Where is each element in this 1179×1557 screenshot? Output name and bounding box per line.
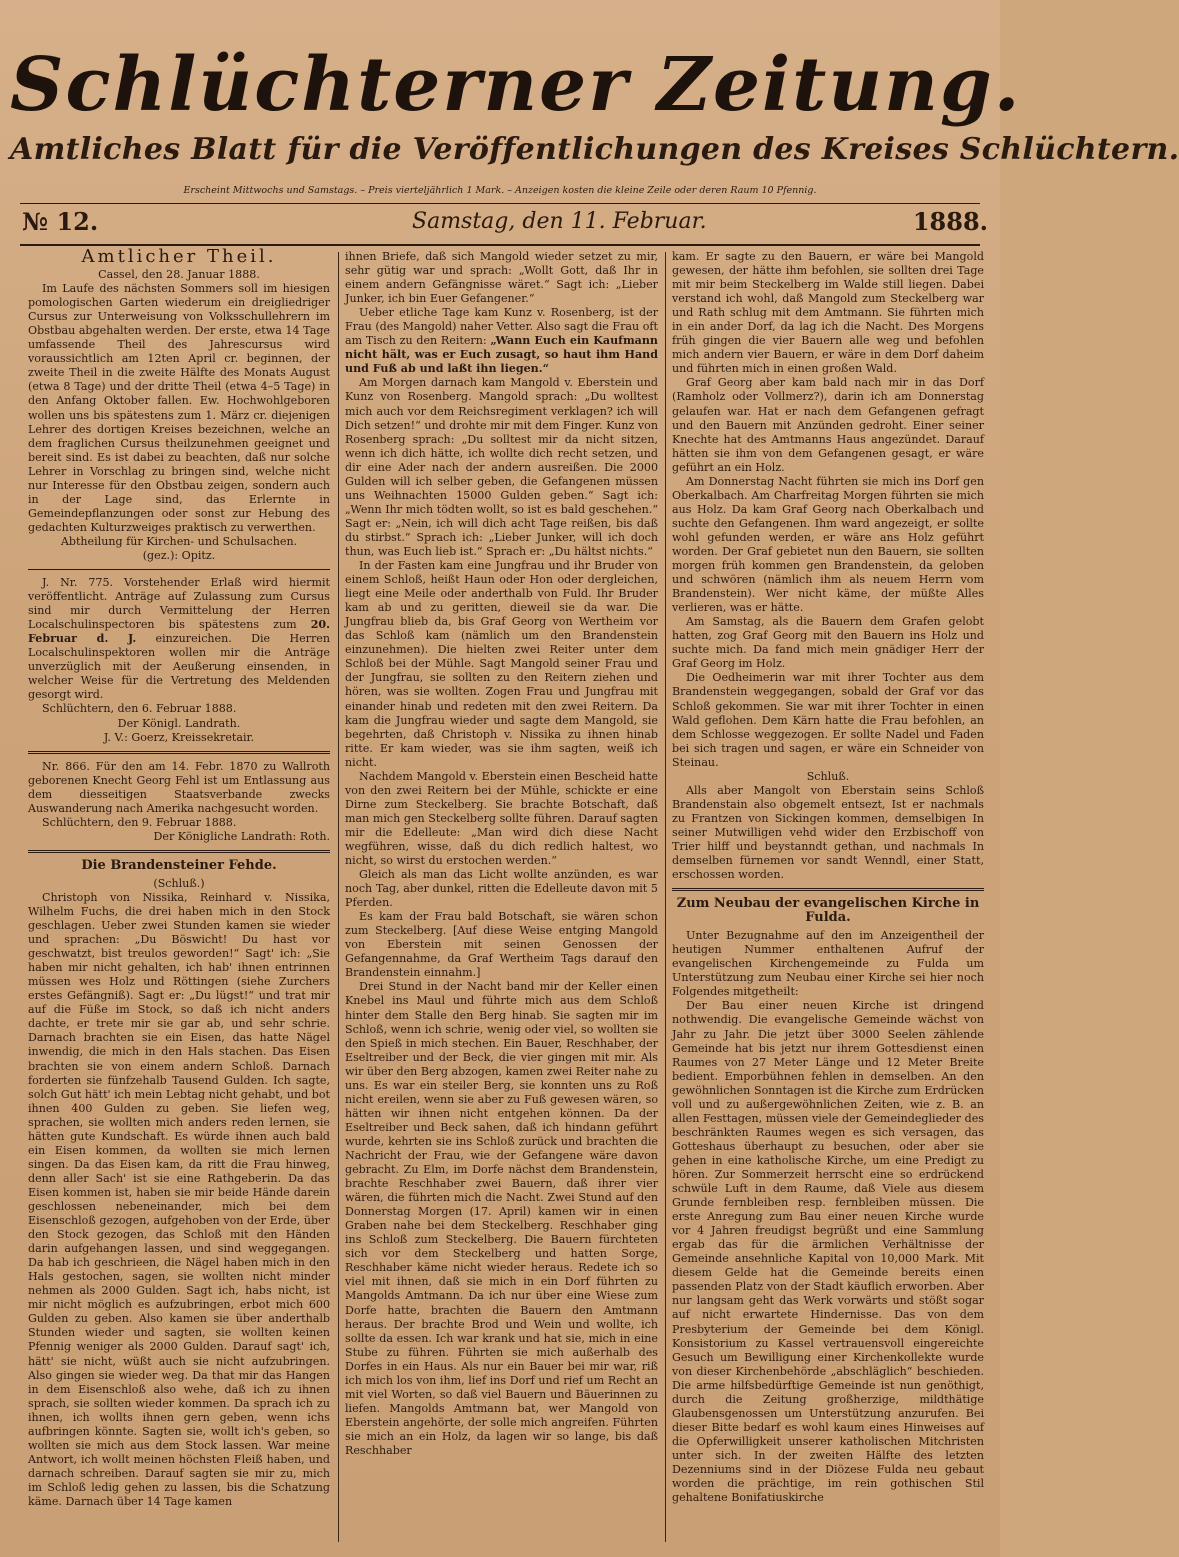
paragraph: Ueber etliche Tage kam Kunz v. Rosenberg, ist der Frau (des Mangold) naher Vetter. Also sagt die Frau oft am Tisch zu den Reitern: „Wann Euch ein Kaufmann nicht hält, was er Euch zusagt, so haut ihm Hand und Fuß ab und laßt ihn liegen.“ [345,306,658,376]
signature: J. V.: Goerz, Kreissekretair. [103,730,255,744]
separator [672,888,984,891]
paragraph: Alls aber Mangolt von Eberstain seins Schloß Brandenstain also obgemelt entsezt, Ist er nachmals zu Frantzen von Sickingen kommen, demselbigen In seiner Mutwilligen vehd wider den Erzbischoff von Trier hilff und beystanndt gethan, und nachmals In demselben fürnemen vor sandt Wenndl, einer Statt, erschossen worden. [672,783,984,882]
article-subheading: (Schluß.) [153,876,205,890]
separator [28,751,330,754]
paragraph: Unter Bezugnahme auf den im Anzeigentheil der heutigen Nummer enthaltenen Aufruf der evangelischen Kirchengemeinde zu Fulda um Unterstützung zum Neubau einer Kirche sei hier noch Folgendes mitgetheilt: [672,929,984,999]
issue-year: 1888. [912,207,988,236]
separator [28,850,330,853]
paragraph: Im Laufe des nächsten Sommers soll im hiesigen pomologischen Garten wiederum ein dreigliedriger Cursus zur Unterweisung von Volksschullehrern im Obstbau abgehalten werden. Der erste, etwa 14 Tage umfassende Theil des Jahrescursus wird voraussichtlich am 12ten April cr. beginnen, der zweite Theil in die zweite Hälfte des Monats August (etwa 8 Tage) und der dritte Theil (etwa 4–5 Tage) in den Anfang Oktober fallen. Ew. Hochwohlgeboren wollen uns bis spätestens zum 1. März cr. diejenigen Lehrer des dortigen Kreises bezeichnen, welche an dem fraglichen Cursus theilzunehmen geeignet und bereit sind. Es ist dabei zu beachten, daß nur solche Lehrer in Vorschlag zu bringen sind, welche nicht nur Interesse für den Obstbau zeigen, sondern auch in der Lage sind, das Erlernte in Gemeindepflanzungen oder sonst zur Hebung des gedachten Kulturzweiges praktisch zu verwerthen. [28,282,330,534]
paragraph: kam. Er sagte zu den Bauern, er wäre bei Mangold gewesen, der hätte ihm befohlen, sie sollten drei Tage mit mir beim Steckelberg im Walde still liegen. Dabei verstand ich wohl, daß Mangold zum Steckelberg war und Rath schlug mit dem Amtmann. Sie führten mich in ein ander Dorf, da lag ich die Nacht. Des Morgens früh gingen die vier Bauern alle weg und befohlen mich andern vier Bauern, er wäre in dem Dorf daheim und führten mich in einen großen Wald. [672,250,984,376]
dateline: Schlüchtern, den 6. Februar 1888. [42,702,237,716]
separator [28,569,330,570]
dateline: Schlüchtern, den 9. Februar 1888. [42,815,237,829]
article-heading: Die Brandensteiner Fehde. [81,857,277,873]
issue-number: № 12. [22,207,99,236]
paragraph: Christoph von Nissika, Reinhard v. Nissika, Wilhelm Fuchs, die drei haben mich in den Stock geschlagen. Ueber zwei Stunden kamen sie wieder und sprachen: „Du Böswicht! Du hast vor geschwatzt, bist treulos geworden!“ Sagt' ich: „Sie haben mir nicht gehalten, ich hab' ihnen entrinnen müssen wes Holz und Röttingen (siehe Zurchers erstes Gefängniß). Sagt er: „Du lügst!“ und trat mir auf die Füße im Stock, so daß ich nicht anders dachte, er trete mir sie gar ab, und sehr schrie. Darnach brachten sie ein Eisen, das hatte Nägel inwendig, die mich in den Hals stachen. Das Eisen brachten sie von einem andern Schloß. Darnach forderten sie fünfzehalb Tausend Gulden. Ich sagte, solch Gut hätt' ich mein Lebtag nicht gehabt, und bot ihnen 400 Gulden zu geben. Sie liefen weg, sprachen, sie wollten mich anders reden lernen, sie hätten gute Kundschaft. Es würde ihnen auch bald ein Eisen kommen, da wollten sie mich lernen singen. Da das Eisen kam, da ritt die Frau hinweg, denn aller Sach' ist sie eine Rathgeberin. Da das Eisen kommen ist, haben sie mir beide Hände darein geschlossen nebeneinander, mich bei dem Eisenschloß gezogen, aufgehoben von der Erde, über den Stock gezogen, das Schloß mit den Händen darin aufgehangen lassen, und sind weggegangen. Da hab ich geschrieen, die Nägel haben mich in den Hals gestochen, sagen, sie wollten nicht minder nehmen als 2000 Gulden. Sagt ich, habs nicht, ist mir nicht möglich es aufzubringen, erbot mich 600 Gulden zu geben. Also kamen sie über anderthalb Stunden wieder und sagten, sie wollten keinen Pfennig weniger als 2000 Gulden. Darauf sagt' ich, hätt' sie nicht, wüßt auch sie nicht aufzubringen. Also gingen sie wieder weg. Da that mir das Hangen in dem Eisenschloß also wehe, daß ich zu ihnen sprach, sie sollten wieder kommen. Da sprach ich zu ihnen, ich wollts ihnen gern geben, wenn ichs aufbringen könnte. Sagten sie, wollt ich's geben, so wollten sie mich aus dem Stock lassen. War meine Antwort, ich wollt meinen höchsten Fleiß haben, und darnach schreiben. Darauf sagten sie mir zu, mich im Schloß ledig gehen zu lassen, bis die Schatzung käme. Darnach über 14 Tage kamen [28,890,330,1508]
section-heading: Amtlicher Theil. [81,246,277,267]
paragraph: In der Fasten kam eine Jungfrau und ihr Bruder von einem Schloß, heißt Haun oder Hon oder dergleichen, liegt eine Meile oder anderthalb von Fuld. Ihr Bruder kam ab und zu geritten, dieweil sie da war. Die Jungfrau blieb da, bis Graf Georg von Wertheim vor das Schloß kam (nämlich um den Brandenstein einzunehmen). Die hielten zwei Reiter unter dem Schloß bei der Mühle. Sagt Mangold seiner Frau und der Jungfrau, sie sollten zu den Reitern ziehen und hören, was sie wollten. Zogen Frau und Jungfrau mit einander hinab und redeten mit den zwei Reitern. Da kam die Jungfrau wieder und sagte dem Mangold, sie begehrten, daß Christoph v. Nissika zu ihnen hinab ritte. Er kam wieder, was sie ihm sagten, weiß ich nicht. [345,559,658,769]
newspaper-subtitle: Amtliches Blatt für die Veröffentlichungen des Kreises Schlüchtern. [10,132,1179,167]
signature: Der Königliche Landrath: Roth. [153,829,330,843]
top-rule [20,203,980,204]
paragraph: Gleich als man das Licht wollte anzünden, es war noch Tag, aber dunkel, ritten die Edelleute davon mit 5 Pferden. [345,868,658,910]
issue-row [22,207,988,243]
column-divider [665,252,666,1542]
paragraph: Nachdem Mangold v. Eberstein einen Bescheid hatte von den zwei Reitern bei der Mühle, schickte er eine Dirne zum Steckelberg. Sie brachte Botschaft, daß man mich gen Steckelberg sollte führen. Darauf sagten mir die Edelleute: „Man wird dich diese Nacht wegführen, wisse, daß du dich redlich haltest, wo nicht, so wirst du erstochen werden.“ [345,769,658,868]
signature: (gez.): Opitz. [142,548,216,562]
dateline: Cassel, den 28. Januar 1888. [98,268,260,282]
paragraph: Am Donnerstag Nacht führten sie mich ins Dorf gen Oberkalbach. Am Charfreitag Morgen führten sie mich aus Holz. Da kam Graf Georg nach Oberkalbach und suchte den Gefangenen. Ihm ward angezeigt, er sollte wohl gefunden werden, er wäre ans Holz geführt worden. Der Graf gebietet nun den Bauern, sie sollten morgen früh kommen gen Brandenstein, da geloben und schwören (nämlich ihm als neuem Herrn vom Brandenstein). Wer nicht käme, der müßte Alles verlieren, was er hätte. [672,474,984,615]
paragraph: Drei Stund in der Nacht band mir der Keller einen Knebel ins Maul und führte mich aus dem Schloß hinter dem Stalle den Berg hinab. Sie sagten mir im Schloß, wenn ich schrie, wenig oder viel, so wollten sie den Spieß in mich stechen. Ein Bauer, Reschhaber, der Eseltreiber und der Beck, die vier gingen mit mir. Als wir über den Berg abzogen, kamen zwei Reiter nahe zu uns. Es war ein steiler Berg, sie konnten uns zu Roß nicht ereilen, wenn sie aber zu Fuß gewesen wären, so hätten wir ihnen nicht entgehen können. Da der Eseltreiber und Beck sahen, daß ich hindann geführt wurde, kehrten sie ins Schloß zurück und brachten die Nachricht der Frau, wie der Gefangene wäre davon gebracht. Zu Elm, im Dorfe nächst dem Brandenstein, brachte Reschhaber zwei Bauern, daß ihrer vier wären, die führten mich die Nacht. Zwei Stund auf den Donnerstag Morgen (17. April) kamen wir in einen Graben nahe bei dem Steckelberg. Reschhaber ging ins Schloß zum Steckelberg. Die Bauern fürchteten sich vor dem Steckelberg und hatten Sorge, Reschhaber käme nicht wieder heraus. Redete ich so viel mit ihnen, daß sie mich in ein Dorf führten zu Mangolds Amtmann. Da ich nur über eine Wiese zum Dorfe hatte, brachten die Bauern den Amtmann heraus. Der brachte Brod und Wein und wollte, ich sollte da essen. Ich war krank und hat sie, mich in eine Stube zu führen. Führten sie mich außerhalb des Dorfes in ein Haus. Als nur ein Bauer bei mir war, riß ich mich los von ihm, lief ins Dorf und rief um Recht an mit viel Worten, so daß viel Bauern und Bäuerinnen zu liefen. Mangolds Amtmann bat, wer Mangold von Eberstein angehörte, der solle mich angreifen. Führten sie mich an ein Holz, da lagen wir so lange, bis daß Reschhaber [345,980,658,1457]
paragraph: ihnen Briefe, daß sich Mangold wieder setzet zu mir, sehr gütig war und sprach: „Wollt Gott, daß Ihr in einem andern Gefängnisse wäret.“ Sagt ich: „Lieber Junker, ich bin Euer Gefangener.“ [345,250,658,306]
paragraph: Der Bau einer neuen Kirche ist dringend nothwendig. Die evangelische Gemeinde wächst von Jahr zu Jahr. Die jetzt über 3000 Seelen zählende Gemeinde hat bis jetzt nur ihrem Gottesdienst einen Raumes von 27 Meter Länge und 12 Meter Breite bedient. Emporbühnen fehlen in demselben. An den gewöhnlichen Sonntagen ist die Kirche zum Erdrücken voll und zu außergewöhnlichen Zeiten, wie z. B. an allen Festtagen, müssen viele der Gemeindeglieder des beschränkten Raumes wegen es sich versagen, das Gotteshaus überhaupt zu besuchen, oder aber sie gehen in eine katholische Kirche, um eine Predigt zu hören. Zur Sommerzeit herrscht eine so erdrückend schwüle Luft in dem Raume, daß Viele aus diesem Grunde fernbleiben resp. fernbleiben müssen. Die erste Anregung zum Bau einer neuen Kirche wurde vor 4 Jahren freudigst begrüßt und eine Sammlung ergab das für die ärmlichen Verhältnisse der Gemeinde ansehnliche Kapital von 10,000 Mark. Mit diesem Gelde hat die Gemeinde bereits einen passenden Platz von der Stadt käuflich erworben. Aber nur langsam geht das Werk vorwärts und stößt sogar auf nicht erwartete Hindernisse. Das von dem Presbyterium der Gemeinde bei dem Königl. Konsistorium zu Kassel vertrauensvoll eingereichte Gesuch um Bewilligung einer Kirchenkollekte wurde von dieser Kirchenbehörde „abschläglich“ beschieden. Die arme hilfsbedürftige Gemeinde ist nun genöthigt, durch die Zeitung großherzige, mildthätige Glaubensgenossen um Unterstützung anzurufen. Bei dieser Bitte bedarf es wohl kaum eines Hinweises auf die Opferwilligkeit unserer katholischen Mitchristen unter sich. In der zweiten Hälfte des letzten Dezenniums sind in der Diözese Fulda neu gebaut worden die prächtige, im rein gothischen Stil gehaltene Bonifatiuskirche [672,999,984,1505]
paragraph: Die Oedheimerin war mit ihrer Tochter aus dem Brandenstein weggegangen, sobald der Graf vor das Schloß gekommen. Sie war mit ihrer Tochter in einen Wald geflohen. Dem Kärn hatte die Frau befohlen, an dem Schlosse weggezogen. Er sollte Nadel und Faden bei sich tragen und sagen, er wäre ein Schneider von Steinau. [672,671,984,769]
column-1 [28,246,331,1545]
column-divider [338,252,339,1542]
department: Abtheilung für Kirchen- und Schulsachen. [60,534,298,548]
paragraph: Nr. 866. Für den am 14. Febr. 1870 zu Wallroth geborenen Knecht Georg Fehl ist um Entlassung aus dem diesseitigen Staatsverbande zwecks Auswanderung nach Amerika nachgesucht worden. [28,759,330,815]
column-2 [345,250,658,1545]
signature: Der Königl. Landrath. [117,716,241,730]
paragraph: J. Nr. 775. Vorstehender Erlaß wird hiermit veröffentlicht. Anträge auf Zulassung zum Cursus sind mir durch Vermittelung der Herren Localschulinspectoren bis spätestens zum 20. Februar d. J. einzureichen. Die Herren Localschulinspektoren wollen mir die Anträge unverzüglich mit der Aeußerung einsenden, in welcher Weise für die Vertretung des Meldenden gesorgt wird. [28,576,331,702]
column-3 [672,250,984,1545]
paragraph: Am Morgen darnach kam Mangold v. Eberstein und Kunz von Rosenberg. Mangold sprach: „Du wolltest mich auch vor dem Reichsregiment verklagen? ich will Dich setzen!“ und drohte mir mit dem Finger. Kunz von Rosenberg sprach: „Du solltest mir da nicht sitzen, wenn ich dich hätte, ich wollte dich recht setzen, und dir eine Ader nach der andern ausreißen. Die 2000 Gulden will ich selber geben, die Gefangenen müssen uns Weihnachten 15000 Gulden geben.“ Sagt ich: „Wenn Ihr mich tödten wollt, so ist es bald geschehen.“ Sagt er: „Nein, ich will dich acht Tage reißen, bis daß du stirbst.“ Sprach ich: „Lieber Junker, will ich doch thun, was Euch lieb ist.“ Sprach er: „Du hältst nichts.“ [345,376,658,558]
masthead [10,40,1179,170]
paragraph: Es kam der Frau bald Botschaft, sie wären schon zum Steckelberg. [Auf diese Weise entging Mangold von Eberstein mit seinen Genossen der Gefangennahme, da Graf Wertheim Tags darauf den Brandenstein einnahm.] [345,910,658,980]
section-end: Schluß. [806,769,850,783]
paragraph: Am Samstag, als die Bauern dem Grafen gelobt hatten, zog Graf Georg mit den Bauern ins Holz und suchte mich. Da fand mich mein gnädiger Herr der Graf Georg im Holz. [672,615,984,671]
paragraph: Graf Georg aber kam bald nach mir in das Dorf (Ramholz oder Vollmerz?), darin ich am Donnerstag gelaufen war. Hat er nach dem Gefangenen gefragt und den Bauern mit Anzünden gedroht. Einer seiner Knechte hat des Amtmanns Haus angezündet. Darauf hätten sie ihm von dem Gefangenen gesagt, er wäre geführt an ein Holz. [672,376,984,474]
issue-date: Samstag, den 11. Februar. [412,209,707,234]
publication-info: Erscheint Mittwochs und Samstags. – Preis vierteljährlich 1 Mark. – Anzeigen kosten die kleine Zeile oder deren Raum 10 Pfennig. [183,185,817,196]
article-heading: Zum Neubau der evangelischen Kirche in Fulda. [676,896,980,926]
newspaper-title: Schlüchterner Zeitung. [10,42,1022,128]
